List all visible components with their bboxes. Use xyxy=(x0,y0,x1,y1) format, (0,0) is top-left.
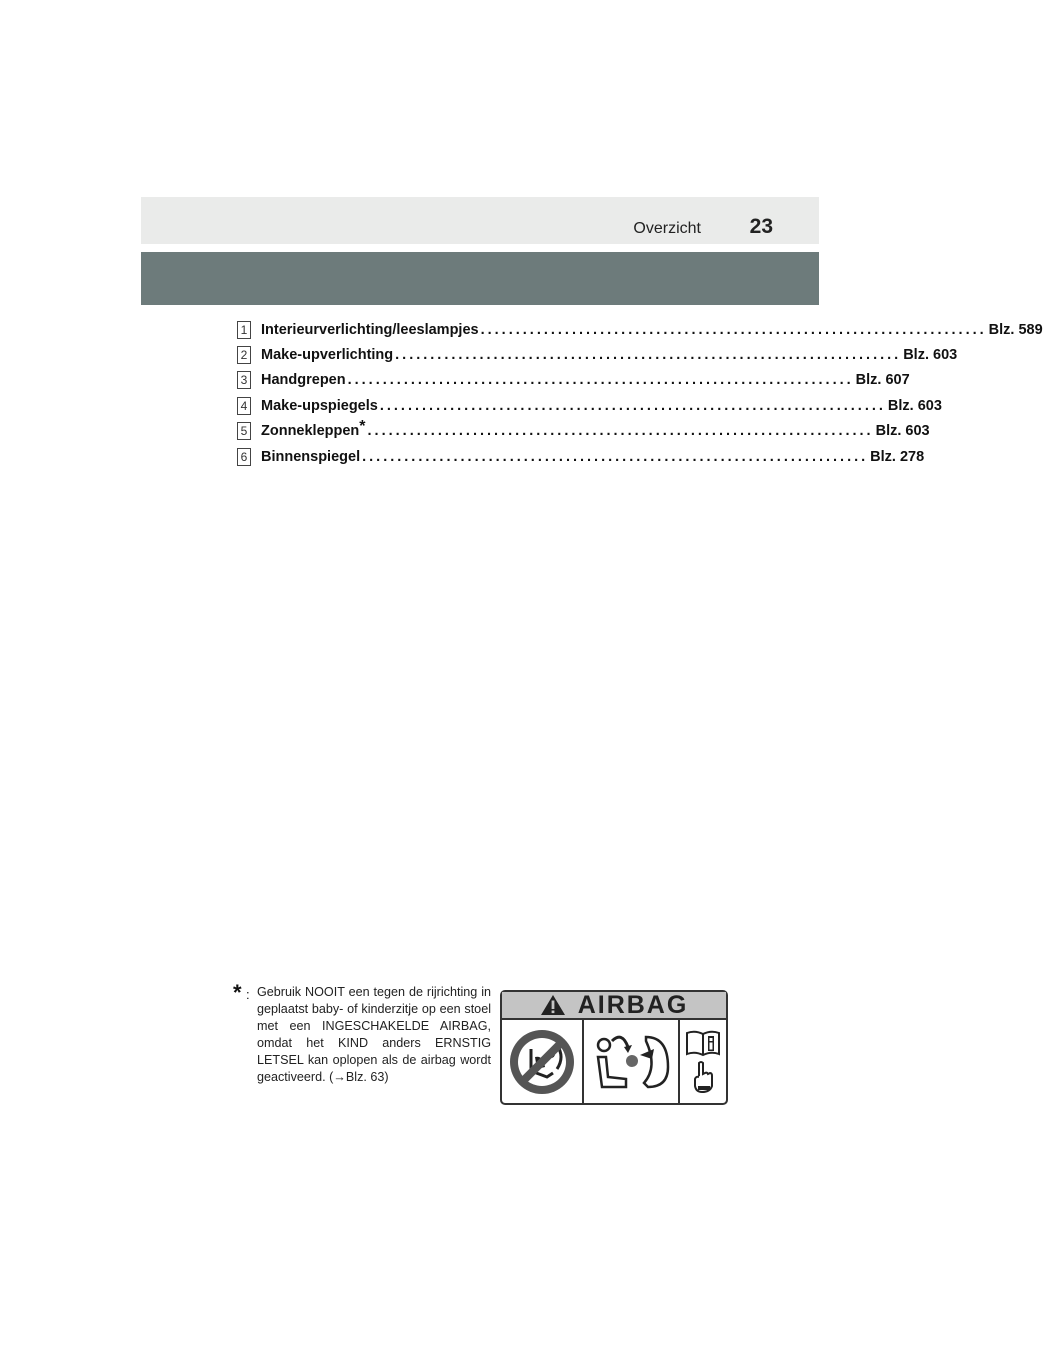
footnote-text: Gebruik NOOIT een tegen de rijrichting in geplaatst baby- of kinderzitje op een stoel met een INGESCHAKELDE AIRBAG, omdat het KIND anders ERNSTIG LETSEL kan oplopen als de airbag wordt geactiveerd. (→Blz. 63) xyxy=(257,985,491,1084)
dot-leader: ........................................................................ xyxy=(367,423,874,440)
page-number: 23 xyxy=(749,215,773,238)
airbag-label-body xyxy=(502,1020,726,1103)
dot-leader: ........................................................................ xyxy=(395,347,902,364)
item-label: Make-upspiegels xyxy=(261,397,378,414)
airbag-title: AIRBAG xyxy=(577,990,689,1019)
item-page-ref[interactable]: Blz. 603 xyxy=(875,423,930,440)
asterisk-marker: * xyxy=(359,418,366,436)
finger-point-icon xyxy=(692,1060,714,1094)
toc-item[interactable] xyxy=(237,342,958,367)
toc-item[interactable] xyxy=(237,444,925,469)
footnote-colon: : xyxy=(246,987,250,1002)
section-title: Overzicht xyxy=(633,220,701,237)
footnote xyxy=(233,980,491,1085)
panel-airbag-deploy xyxy=(584,1020,680,1103)
item-label: Handgrepen xyxy=(261,372,346,389)
page-header xyxy=(141,197,819,244)
airbag-warning-label xyxy=(500,990,728,1105)
header-band xyxy=(141,252,819,305)
item-number: 4 xyxy=(237,397,251,415)
item-number: 3 xyxy=(237,371,251,389)
toc-item[interactable] xyxy=(237,393,942,418)
item-page-ref[interactable]: Blz. 278 xyxy=(870,448,925,465)
item-number: 5 xyxy=(237,422,251,440)
airbag-deploy-icon xyxy=(588,1027,674,1097)
panel-prohibition xyxy=(502,1020,584,1103)
toc-list xyxy=(237,317,1043,469)
item-label: Binnenspiegel xyxy=(261,448,361,465)
dot-leader: ........................................................................ xyxy=(480,321,987,338)
no-rear-facing-child-seat-icon xyxy=(507,1027,577,1097)
dot-leader: ........................................................................ xyxy=(379,397,886,414)
item-page-ref[interactable]: Blz. 603 xyxy=(903,347,958,364)
item-label: Zonnekleppen* xyxy=(261,418,366,440)
footnote-marker: * xyxy=(233,980,242,1005)
dot-leader: ........................................................................ xyxy=(347,372,854,389)
toc-item[interactable] xyxy=(237,317,1043,342)
item-number: 6 xyxy=(237,448,251,466)
item-label: Make-upverlichting xyxy=(261,347,394,364)
item-page-ref[interactable]: Blz. 603 xyxy=(887,397,942,414)
item-label: Interieurverlichting/leeslampjes xyxy=(261,321,479,338)
item-number: 1 xyxy=(237,321,251,339)
item-page-ref[interactable]: Blz. 607 xyxy=(855,372,910,389)
item-number: 2 xyxy=(237,346,251,364)
item-page-ref[interactable]: Blz. 589 xyxy=(988,321,1043,338)
toc-item[interactable] xyxy=(237,368,910,393)
warning-triangle-icon xyxy=(540,994,566,1016)
airbag-label-header xyxy=(502,992,726,1020)
toc-item[interactable] xyxy=(237,418,930,444)
dot-leader: ........................................................................ xyxy=(362,448,869,465)
manual-book-icon xyxy=(685,1030,721,1056)
panel-manual xyxy=(680,1020,726,1103)
